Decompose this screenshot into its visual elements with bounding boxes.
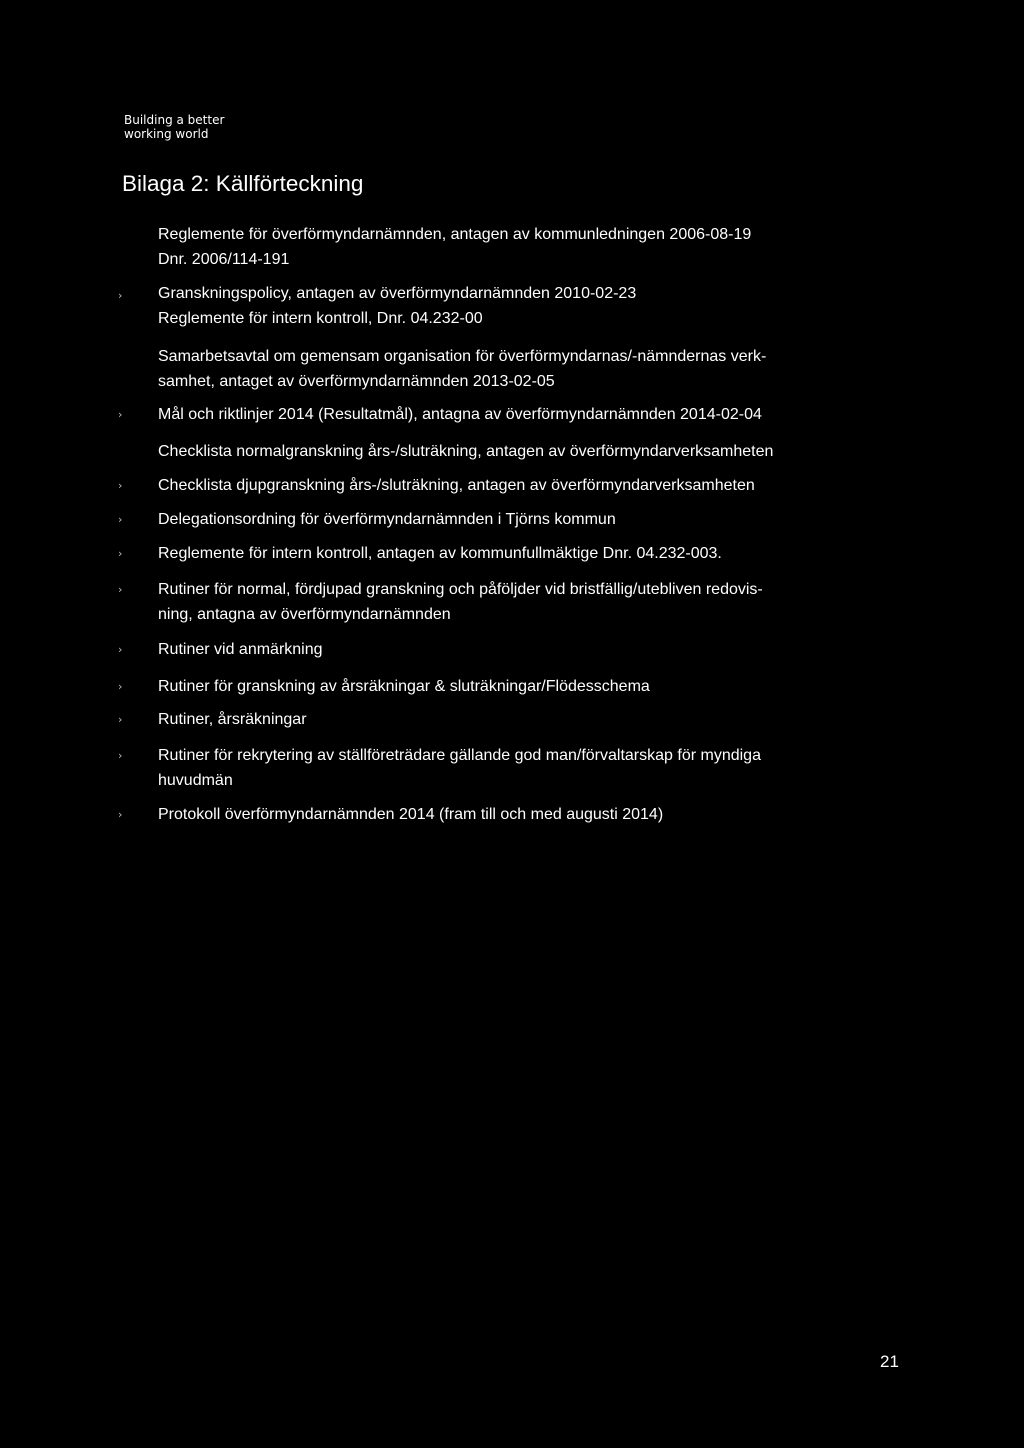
list-item (118, 402, 898, 427)
list-item-line: Rutiner, årsräkningar (158, 711, 307, 728)
list-item-line: Checklista normalgranskning års-/sluträkning, antagen av överförmyndarverksamheten (158, 443, 774, 460)
list-item (118, 541, 898, 566)
list-item (158, 439, 898, 464)
list-item-line: Protokoll överförmyndarnämnden 2014 (fram till och med augusti 2014) (158, 806, 664, 823)
list-item (118, 577, 898, 627)
page-title: Bilaga 2: Källförteckning (122, 171, 364, 196)
chevron-right-icon: › (118, 513, 123, 526)
list-item (118, 707, 898, 732)
list-item (158, 344, 898, 394)
list-item-line: ning, antagna av överförmyndarnämnden (158, 606, 451, 623)
list-item (118, 473, 898, 498)
list-item-line: Delegationsordning för överförmyndarnämnden i Tjörns kommun (158, 511, 616, 528)
list-item (118, 281, 898, 331)
list-item (118, 637, 898, 662)
list-item (118, 674, 898, 699)
list-item-line: Reglemente för intern kontroll, Dnr. 04.232-00 (158, 310, 483, 327)
list-item-line: Rutiner för granskning av årsräkningar & sluträkningar/Flödesschema (158, 678, 650, 695)
page-number: 21 (880, 1352, 899, 1371)
brand-tagline-line-1: Building a better (124, 113, 225, 127)
chevron-right-icon: › (118, 808, 123, 821)
list-item-line: Reglemente för intern kontroll, antagen av kommunfullmäktige Dnr. 04.232-003. (158, 545, 722, 562)
list-item-line: Checklista djupgranskning års-/sluträkning, antagen av överförmyndarverksamheten (158, 477, 755, 494)
chevron-right-icon: › (118, 583, 123, 596)
list-item-line: Dnr. 2006/114-191 (158, 251, 290, 268)
list-item-line: Mål och riktlinjer 2014 (Resultatmål), antagna av överförmyndarnämnden 2014-02-04 (158, 406, 762, 423)
list-item-line: Rutiner vid anmärkning (158, 641, 323, 658)
chevron-right-icon: › (118, 680, 123, 693)
list-item-line: Granskningspolicy, antagen av överförmyndarnämnden 2010-02-23 (158, 285, 637, 302)
chevron-right-icon: › (118, 547, 123, 560)
list-item-line: Rutiner för normal, fördjupad granskning och påföljder vid bristfällig/utebliven redovis- (158, 581, 763, 598)
list-item (118, 802, 898, 827)
chevron-right-icon: › (118, 408, 123, 421)
chevron-right-icon: › (118, 749, 123, 762)
list-item-line: Rutiner för rekrytering av ställföreträdare gällande god man/förvaltarskap för myndiga (158, 747, 761, 764)
list-item-line: huvudmän (158, 772, 233, 789)
list-item-line: samhet, antaget av överförmyndarnämnden 2013-02-05 (158, 373, 555, 390)
list-item-line: Samarbetsavtal om gemensam organisation för överförmyndarnas/-nämndernas verk- (158, 348, 767, 365)
list-item (158, 222, 898, 272)
chevron-right-icon: › (118, 643, 123, 656)
brand-tagline (124, 113, 224, 141)
list-item (118, 743, 898, 793)
chevron-right-icon: › (118, 713, 123, 726)
chevron-right-icon: › (118, 289, 123, 302)
list-item (118, 507, 898, 532)
chevron-right-icon: › (118, 479, 123, 492)
brand-tagline-line-2: working world (124, 127, 209, 141)
list-item-line: Reglemente för överförmyndarnämnden, antagen av kommunledningen 2006-08-19 (158, 226, 752, 243)
